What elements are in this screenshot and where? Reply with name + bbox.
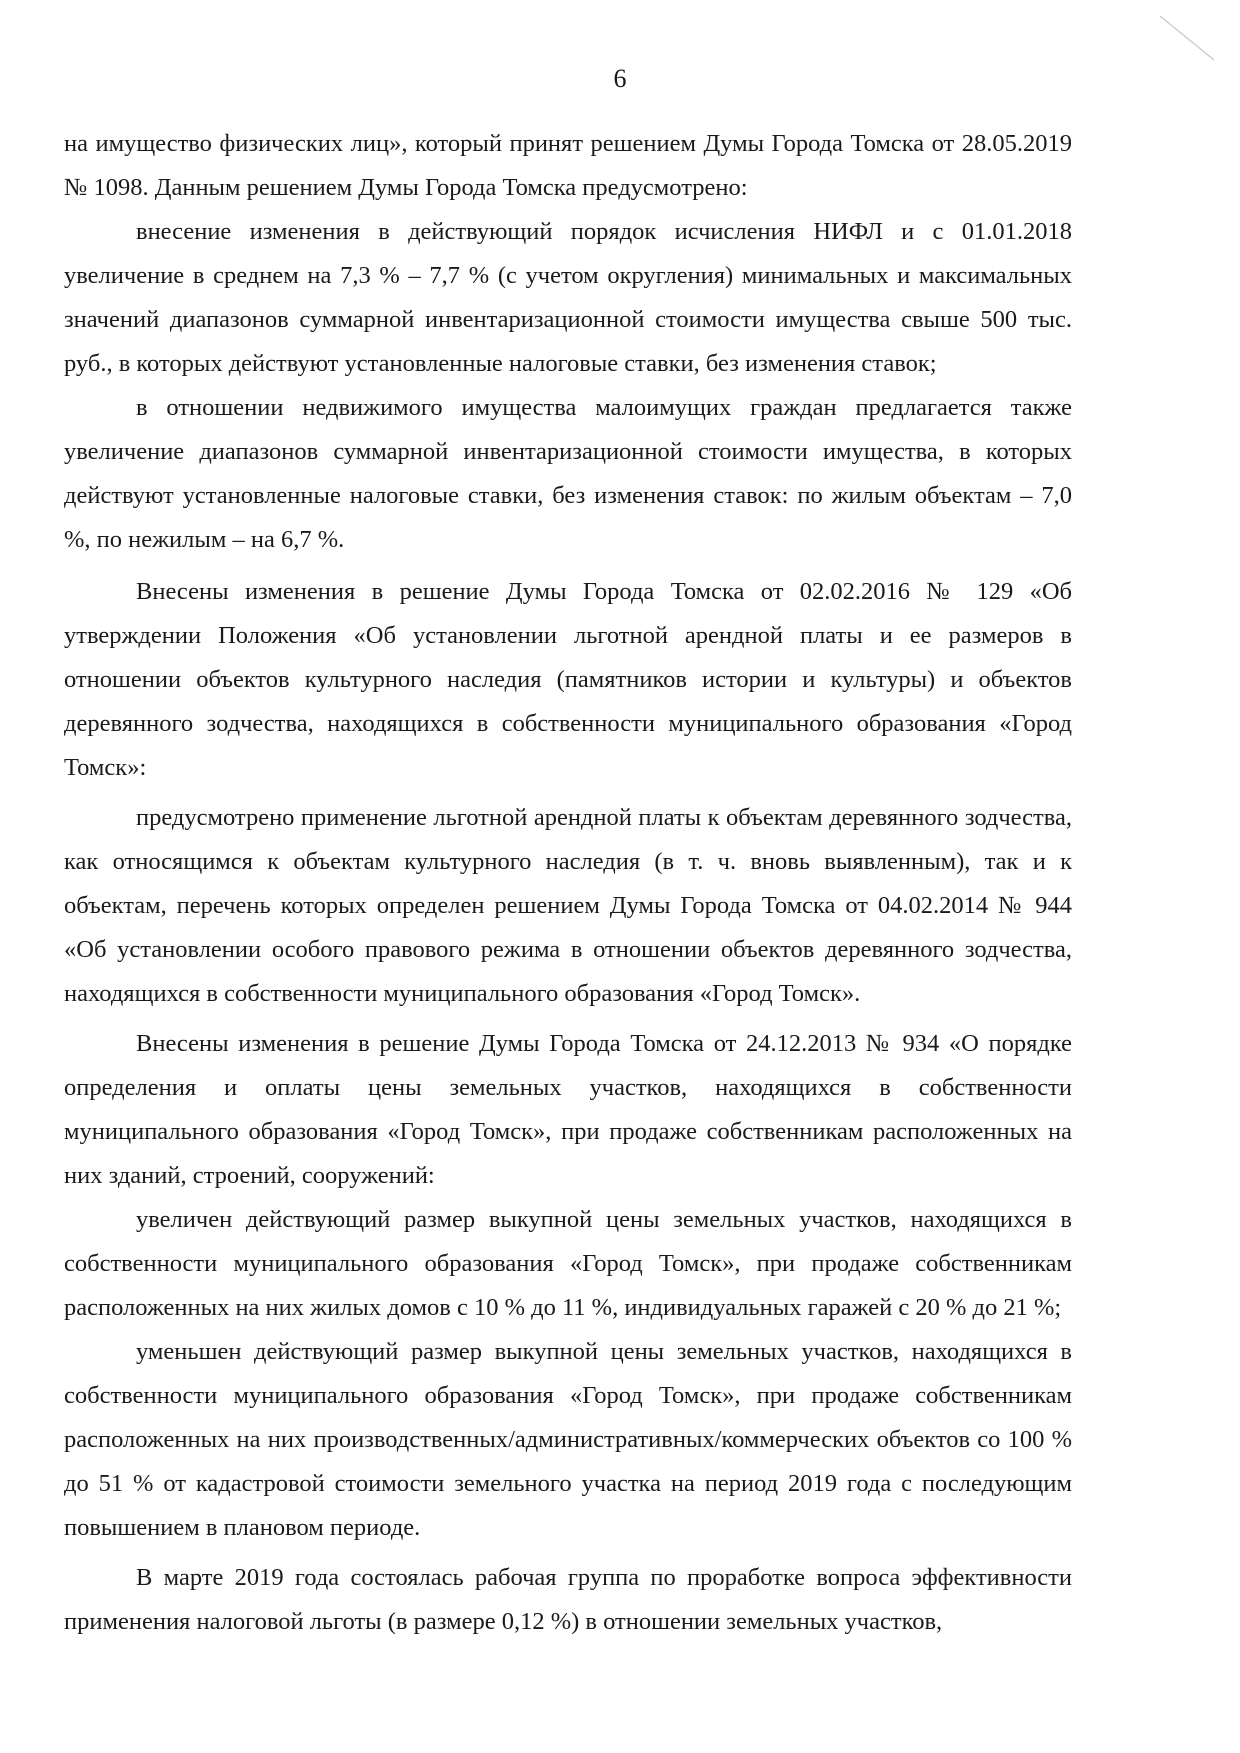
paragraph-9: В марте 2019 года состоялась рабочая группа по проработке вопроса эффективности применения налоговой льготы (в размере 0,12 %) в отношении земельных участков, <box>64 1564 1072 1635</box>
scan-corner-mark <box>1150 10 1220 70</box>
paragraph-6: Внесены изменения в решение Думы Города Томска от 24.12.2013 № 934 «О порядке определения и оплаты цены земельных участков, находящихся в собственности муниципального образования «Город Томск», при продаже собственникам расположенных на них зданий, строений, сооружений: <box>64 1030 1072 1189</box>
paragraph-1: на имущество физических лиц», который принят решением Думы Города Томска от 28.05.2019 № 1098. Данным решением Думы Города Томска предусмотрено: <box>64 130 1072 201</box>
page-number: 6 <box>613 64 627 93</box>
paragraph-4: Внесены изменения в решение Думы Города Томска от 02.02.2016 № 129 «Об утверждении Положения «Об установлении льготной арендной платы и ее размеров в отношении объектов культурного наследия (памятников истории и культуры) и объектов деревянного зодчества, находящихся в собственности муниципального образования «Город Томск»: <box>64 578 1072 781</box>
document-body <box>64 122 1072 1644</box>
paragraph-5: предусмотрено применение льготной арендной платы к объектам деревянного зодчества, как относящимся к объектам культурного наследия (в т. ч. вновь выявленным), так и к объектам, перечень которых определен решением Думы Города Томска от 04.02.2014 № 944 «Об установлении особого правового режима в отношении объектов деревянного зодчества, находящихся в собственности муниципального образования «Город Томск». <box>64 804 1072 1007</box>
paragraph-7: увеличен действующий размер выкупной цены земельных участков, находящихся в собственности муниципального образования «Город Томск», при продаже собственникам расположенных на них жилых домов с 10 % до 11 %, индивидуальных гаражей с 20 % до 21 %; <box>64 1206 1072 1321</box>
paragraph-3: в отношении недвижимого имущества малоимущих граждан предлагается также увеличение диапазонов суммарной инвентаризационной стоимости имущества, в которых действуют установленные налоговые ставки, без изменения ставок: по жилым объектам – 7,0 %, по нежилым – на 6,7 %. <box>64 394 1072 553</box>
paragraph-8: уменьшен действующий размер выкупной цены земельных участков, находящихся в собственности муниципального образования «Город Томск», при продаже собственникам расположенных на них производственных/административных/коммерческих объектов со 100 % до 51 % от кадастровой стоимости земельного участка на период 2019 года с последующим повышением в плановом периоде. <box>64 1338 1072 1541</box>
paragraph-2: внесение изменения в действующий порядок исчисления НИФЛ и с 01.01.2018 увеличение в среднем на 7,3 % – 7,7 % (с учетом округления) минимальных и максимальных значений диапазонов суммарной инвентаризационной стоимости имущества свыше 500 тыс. руб., в которых действуют установленные налоговые ставки, без изменения ставок; <box>64 218 1072 377</box>
